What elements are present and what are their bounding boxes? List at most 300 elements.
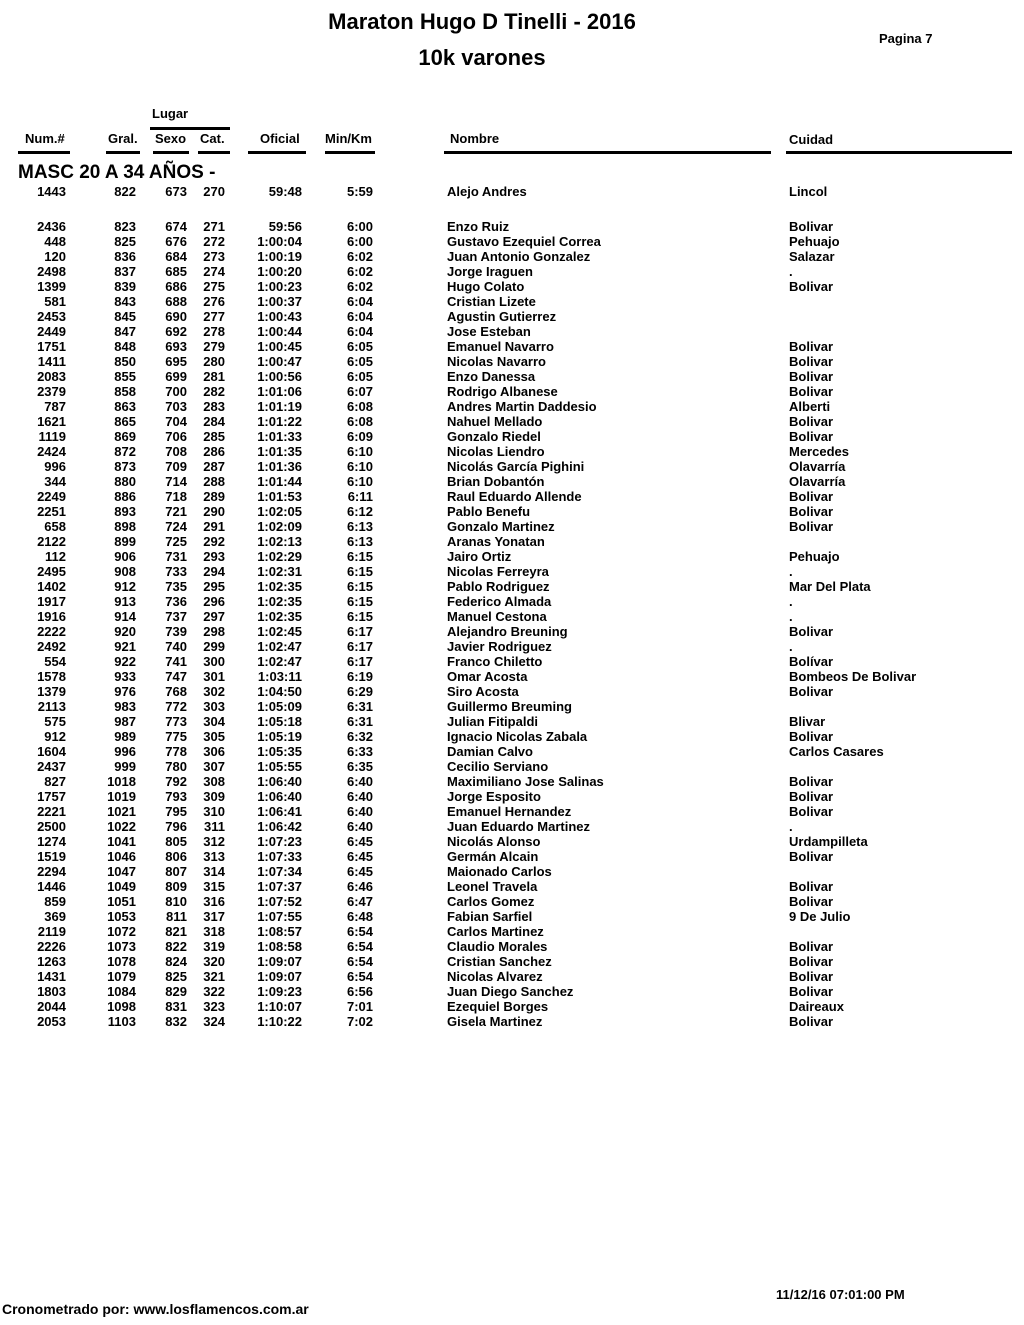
table-row [0,819,1024,834]
official-time: 1:00:43 [257,309,302,324]
pace: 6:11 [347,489,373,504]
table-row [0,699,1024,714]
table-row [0,924,1024,939]
official-time: 1:00:44 [257,324,302,339]
official-time: 1:01:36 [257,459,302,474]
place-overall: 823 [114,219,136,234]
column-header-minkm: Min/Km [325,131,372,146]
place-overall: 1018 [107,774,136,789]
place-gender: 778 [165,744,187,759]
table-row [0,969,1024,984]
runner-city: Bolivar [789,774,834,789]
column-header-gral: Gral. [108,131,138,146]
place-category: 302 [203,684,225,699]
pace: 6:05 [346,354,373,369]
pace: 6:10 [346,459,373,474]
runner-city: Pehuajo [789,234,840,249]
runner-name: Nicolas Ferreyra [447,564,549,579]
table-row [0,849,1024,864]
runner-city: Bolivar [789,339,834,354]
table-row [0,534,1024,549]
place-gender: 805 [165,834,187,849]
place-category: 297 [203,609,225,624]
place-overall: 976 [114,684,136,699]
column-header-cat: Cat. [200,131,225,146]
table-row [0,549,1024,564]
runner-city: Bolivar [789,279,834,294]
runner-city: Bolivar [789,354,834,369]
place-gender: 811 [166,909,187,924]
table-row [0,459,1024,474]
runner-city: Bolivar [789,729,834,744]
runner-number: 1399 [37,279,66,294]
runner-name: Fabian Sarfiel [447,909,533,924]
place-gender: 724 [165,519,187,534]
place-overall: 863 [114,399,136,414]
runner-number: 1402 [37,579,66,594]
place-category: 287 [203,459,225,474]
place-overall: 855 [114,369,136,384]
runner-name: Gonzalo Martinez [447,519,555,534]
place-category: 321 [203,969,225,984]
runner-number: 1803 [37,984,66,999]
place-category: 288 [203,474,225,489]
runner-name: Andres Martin Daddesio [447,399,597,414]
pace: 6:04 [346,309,373,324]
place-overall: 1047 [107,864,136,879]
runner-name: Cristian Sanchez [447,954,552,969]
place-category: 314 [203,864,225,879]
place-gender: 775 [165,729,187,744]
place-gender: 714 [165,474,187,489]
pace: 6:48 [346,909,373,924]
table-row [0,399,1024,414]
runner-city: Bolivar [789,384,834,399]
pace: 6:40 [346,819,373,834]
runner-name: Damian Calvo [447,744,533,759]
runner-city: Bolivar [789,414,834,429]
place-category: 277 [203,309,225,324]
runner-name: Gustavo Ezequiel Correa [447,234,601,249]
place-overall: 869 [114,429,136,444]
place-gender: 674 [165,219,187,234]
runner-city: Mar Del Plata [789,579,871,594]
place-category: 323 [203,999,225,1014]
runner-name: Emanuel Navarro [447,339,554,354]
place-category: 310 [203,804,225,819]
runner-number: 2221 [37,804,66,819]
place-overall: 1072 [107,924,136,939]
table-row [0,324,1024,339]
runner-number: 2495 [37,564,66,579]
runner-name: Nicolas Navarro [447,354,546,369]
place-gender: 832 [165,1014,187,1029]
place-category: 285 [203,429,225,444]
runner-city: Bolivar [789,969,834,984]
runner-name: Guillermo Breuming [447,699,572,714]
place-category: 283 [203,399,225,414]
runner-number: 369 [44,909,66,924]
place-gender: 806 [165,849,187,864]
runner-city: Bolivar [789,624,834,639]
pace: 7:02 [346,1014,373,1029]
official-time: 1:10:22 [257,1014,302,1029]
place-gender: 810 [165,894,187,909]
runner-number: 658 [44,519,66,534]
table-row [0,369,1024,384]
place-gender: 825 [165,969,187,984]
table-row [0,669,1024,684]
runner-number: 1604 [37,744,66,759]
category-section-title: MASC 20 A 34 AÑOS - [18,162,216,183]
runner-city: Bolivar [789,789,834,804]
official-time: 1:09:07 [257,969,302,984]
table-row [0,429,1024,444]
runner-city: Bolívar [789,654,834,669]
place-category: 304 [203,714,225,729]
table-row [0,1014,1024,1029]
place-overall: 845 [114,309,136,324]
official-time: 1:04:50 [257,684,302,699]
pace: 6:15 [346,564,373,579]
official-time: 1:08:57 [257,924,302,939]
place-gender: 684 [165,249,187,264]
table-row [0,504,1024,519]
runner-city: . [789,264,793,279]
place-gender: 772 [165,699,187,714]
pace: 7:01 [346,999,373,1014]
runner-number: 1917 [37,594,66,609]
official-time: 1:02:35 [257,609,302,624]
official-time: 1:02:35 [257,594,302,609]
runner-number: 1119 [38,429,66,444]
runner-city: Bolivar [789,369,834,384]
place-gender: 829 [165,984,187,999]
place-gender: 735 [165,579,187,594]
place-gender: 673 [165,184,187,199]
official-time: 1:02:47 [257,639,302,654]
runner-number: 1578 [37,669,66,684]
official-time: 1:01:44 [257,474,302,489]
place-category: 317 [203,909,225,924]
place-category: 279 [203,339,225,354]
pace: 6:02 [346,249,373,264]
runner-name: Alejandro Breuning [447,624,568,639]
runner-name: Emanuel Hernandez [447,804,572,819]
runner-number: 2379 [37,384,66,399]
column-header-nombre: Nombre [450,131,500,146]
place-category: 308 [203,774,225,789]
place-category: 271 [203,219,225,234]
runner-city: Urdampilleta [789,834,868,849]
place-overall: 989 [114,729,136,744]
pace: 6:05 [346,339,373,354]
pace: 6:09 [346,429,373,444]
pace: 6:08 [346,414,373,429]
table-row [0,184,1024,199]
pace: 6:47 [346,894,373,909]
place-category: 305 [203,729,225,744]
table-row [0,714,1024,729]
place-category: 307 [203,759,225,774]
runner-name: Jorge Iraguen [447,264,533,279]
official-time: 1:07:34 [257,864,302,879]
place-gender: 709 [165,459,187,474]
runner-number: 2424 [37,444,66,459]
official-time: 1:06:42 [257,819,302,834]
runner-number: 1263 [37,954,66,969]
table-row [0,579,1024,594]
table-row [0,999,1024,1014]
place-overall: 847 [114,324,136,339]
runner-name: Nicolas Liendro [447,444,545,459]
runner-number: 996 [44,459,66,474]
pace: 6:04 [346,324,373,339]
place-gender: 740 [165,639,187,654]
runner-name: Maximiliano Jose Salinas [447,774,604,789]
runner-city: Bolivar [789,1014,834,1029]
place-category: 289 [203,489,225,504]
pace: 6:00 [346,219,373,234]
official-time: 1:07:33 [257,849,302,864]
place-category: 318 [203,924,225,939]
table-row [0,219,1024,234]
place-gender: 703 [165,399,187,414]
pace: 6:31 [346,699,373,714]
runner-number: 859 [44,894,66,909]
pace: 6:10 [346,444,373,459]
runner-number: 1519 [37,849,66,864]
runner-name: Manuel Cestona [447,609,547,624]
pace: 6:46 [346,879,373,894]
runner-number: 448 [44,234,66,249]
place-overall: 1078 [107,954,136,969]
pace: 6:00 [346,234,373,249]
runner-city: Lincol [789,184,828,199]
runner-number: 120 [44,249,66,264]
table-row [0,789,1024,804]
place-category: 300 [203,654,225,669]
runner-name: Pablo Rodriguez [447,579,550,594]
table-row [0,279,1024,294]
column-group-lugar: Lugar [152,106,189,121]
place-gender: 741 [165,654,187,669]
runner-number: 1751 [37,339,66,354]
place-overall: 839 [114,279,136,294]
pace: 6:15 [346,579,373,594]
pace: 6:33 [346,744,373,759]
runner-city: Mercedes [789,444,849,459]
place-overall: 921 [114,639,136,654]
runner-name: Claudio Morales [447,939,548,954]
table-row [0,894,1024,909]
place-category: 299 [203,639,225,654]
place-gender: 737 [165,609,187,624]
place-category: 270 [203,184,225,199]
official-time: 1:01:22 [257,414,302,429]
runner-city: Bolivar [789,504,834,519]
runner-city: Salazar [789,249,835,264]
runner-city: Carlos Casares [789,744,884,759]
runner-name: Julian Fitipaldi [447,714,539,729]
runner-name: Nicolás Alonso [447,834,541,849]
runner-name: Hugo Colato [447,279,525,294]
page-number: Pagina 7 [879,31,933,46]
runner-city: . [789,819,793,834]
official-time: 59:56 [268,219,302,234]
runner-name: Ignacio Nicolas Zabala [447,729,588,744]
runner-number: 1446 [37,879,66,894]
official-time: 1:08:58 [257,939,302,954]
place-overall: 1021 [107,804,136,819]
pace: 6:17 [346,639,373,654]
official-time: 1:05:35 [257,744,302,759]
table-row [0,609,1024,624]
official-time: 1:05:55 [257,759,302,774]
place-category: 296 [203,594,225,609]
runner-number: 2113 [37,699,66,714]
runner-number: 2249 [37,489,66,504]
runner-city: Bolivar [789,984,834,999]
runner-number: 2053 [37,1014,66,1029]
table-row [0,249,1024,264]
place-category: 280 [203,354,225,369]
runner-number: 2498 [37,264,66,279]
official-time: 1:00:04 [257,234,302,249]
runner-number: 2122 [37,534,66,549]
place-gender: 686 [165,279,187,294]
place-category: 273 [203,249,225,264]
runner-number: 2437 [37,759,66,774]
place-overall: 906 [114,549,136,564]
place-category: 319 [203,939,225,954]
place-category: 293 [203,549,225,564]
table-row [0,639,1024,654]
runner-city: Bolivar [789,804,834,819]
print-timestamp: 11/12/16 07:01:00 PM [776,1287,905,1302]
pace: 6:19 [346,669,373,684]
place-gender: 821 [165,924,187,939]
runner-number: 1443 [37,184,66,199]
runner-city: . [789,609,793,624]
place-overall: 836 [114,249,136,264]
runner-number: 2500 [37,819,66,834]
runner-number: 2119 [37,924,66,939]
place-gender: 685 [165,264,187,279]
runner-number: 827 [44,774,66,789]
runner-number: 344 [44,474,66,489]
pace: 6:07 [346,384,373,399]
runner-number: 575 [44,714,66,729]
table-row [0,864,1024,879]
official-time: 1:00:20 [257,264,302,279]
official-time: 1:02:31 [257,564,302,579]
place-gender: 676 [165,234,187,249]
table-row [0,564,1024,579]
place-gender: 706 [165,429,187,444]
official-time: 1:02:47 [257,654,302,669]
pace: 6:10 [346,474,373,489]
official-time: 1:10:07 [257,999,302,1014]
place-category: 309 [203,789,225,804]
runner-city: 9 De Julio [789,909,851,924]
place-overall: 822 [114,184,136,199]
runner-city: Blivar [789,714,826,729]
table-row [0,939,1024,954]
runner-name: Omar Acosta [447,669,528,684]
place-overall: 848 [114,339,136,354]
place-category: 295 [203,579,225,594]
runner-name: Maionado Carlos [447,864,552,879]
pace: 6:40 [346,804,373,819]
place-overall: 999 [114,759,136,774]
place-overall: 908 [114,564,136,579]
place-gender: 773 [165,714,187,729]
runner-name: Germán Alcain [447,849,539,864]
place-overall: 873 [114,459,136,474]
place-overall: 1019 [107,789,136,804]
place-overall: 983 [114,699,136,714]
runner-number: 1916 [37,609,66,624]
place-gender: 747 [165,669,187,684]
pace: 6:15 [346,609,373,624]
runner-city: Olavarría [789,459,846,474]
table-row [0,744,1024,759]
place-overall: 865 [114,414,136,429]
place-category: 312 [203,834,225,849]
table-row [0,474,1024,489]
runner-name: Gonzalo Riedel [447,429,541,444]
pace: 6:40 [346,789,373,804]
place-category: 324 [203,1014,225,1029]
place-overall: 914 [114,609,136,624]
place-category: 298 [203,624,225,639]
runner-name: Rodrigo Albanese [447,384,558,399]
pace: 6:02 [346,264,373,279]
page-title: Maraton Hugo D Tinelli - 2016 [328,9,636,34]
official-time: 1:09:23 [257,984,302,999]
official-time: 1:02:13 [257,534,302,549]
table-row [0,804,1024,819]
place-overall: 880 [114,474,136,489]
pace: 6:45 [346,849,373,864]
table-row [0,414,1024,429]
runner-city: Bolivar [789,954,834,969]
place-category: 306 [203,744,225,759]
official-time: 1:00:19 [257,249,302,264]
pace: 6:54 [346,969,373,984]
place-overall: 1046 [107,849,136,864]
official-time: 1:02:35 [257,579,302,594]
place-overall: 1084 [107,984,136,999]
runner-name: Aranas Yonatan [447,534,545,549]
place-gender: 831 [165,999,187,1014]
runner-number: 1411 [37,354,66,369]
runner-number: 1431 [37,969,66,984]
official-time: 1:07:52 [257,894,302,909]
place-overall: 898 [114,519,136,534]
place-gender: 695 [165,354,187,369]
official-time: 1:02:09 [257,519,302,534]
place-overall: 825 [114,234,136,249]
runner-city: . [789,639,793,654]
place-gender: 699 [165,369,187,384]
place-gender: 822 [165,939,187,954]
place-gender: 807 [165,864,187,879]
runner-name: Alejo Andres [447,184,527,199]
page-subtitle: 10k varones [418,45,546,70]
place-gender: 768 [165,684,187,699]
